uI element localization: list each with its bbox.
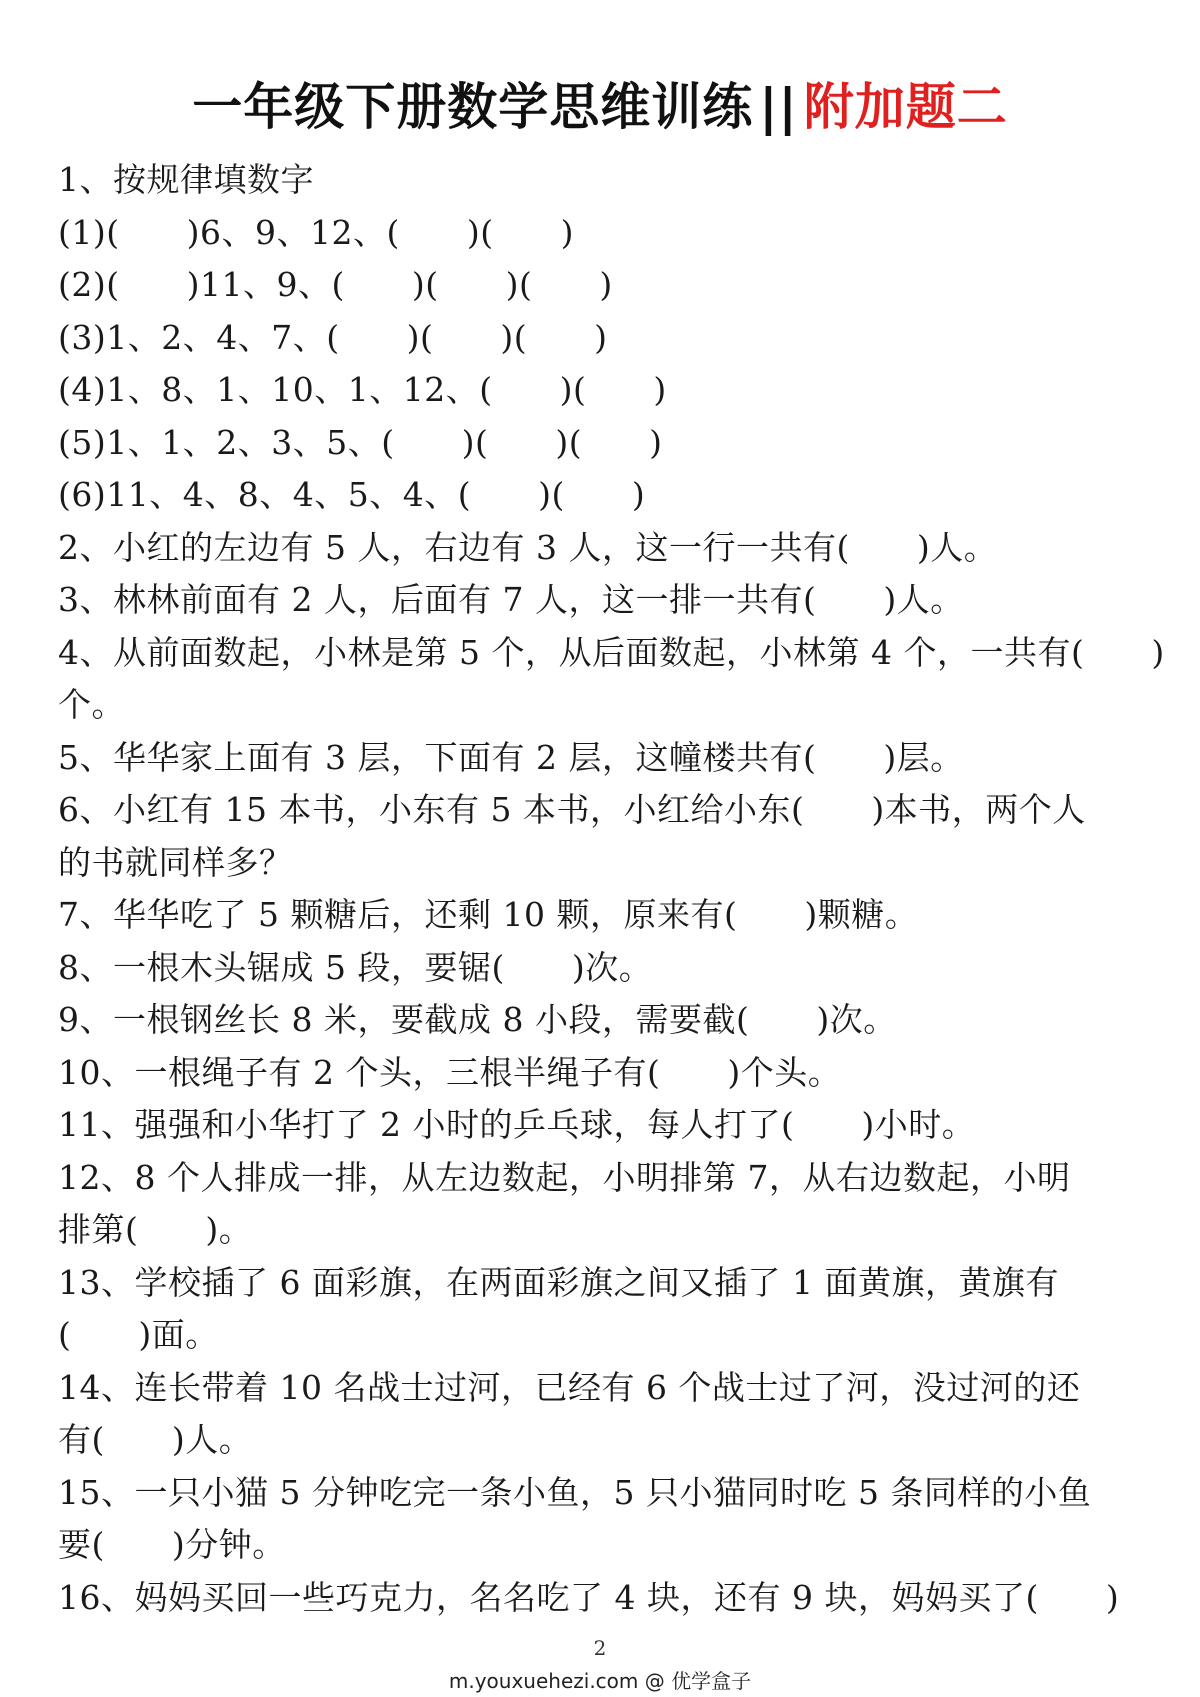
question-6-continued: 的书就同样多？ [58, 842, 293, 882]
question-11: 11、强强和小华打了 2 小时的乒乓球，每人打了( )小时。 [58, 1105, 976, 1144]
question-8: 8、一根木头锯成 5 段，要锯( )次。 [58, 947, 653, 987]
question-2: 2、小红的左边有 5 人，右边有 3 人，这一行一共有( )人。 [58, 527, 998, 567]
page-title [0, 72, 1200, 142]
question-7: 7、华华吃了 5 颗糖后，还剩 10 颗，原来有( )颗糖。 [58, 895, 919, 934]
question-13-continued: ( )面。 [58, 1315, 219, 1354]
question-9: 9、一根钢丝长 8 米，要截成 8 小段，需要截( )次。 [58, 1000, 897, 1039]
page-number: 2 [593, 1636, 607, 1660]
question-15: 15、一只小猫 5 分钟吃完一条小鱼，5 只小猫同时吃 5 条同样的小鱼 [58, 1472, 1092, 1512]
watermark: m.youxuehezi.com @ 优学盒子 [448, 1669, 752, 1693]
pattern-item-2: (2)( )11、9、( )( )( ) [58, 265, 613, 304]
question-13: 13、学校插了 6 面彩旗，在两面彩旗之间又插了 1 面黄旗，黄旗有 [58, 1262, 1059, 1302]
question-3: 3、林林前面有 2 人，后面有 7 人，这一排一共有( )人。 [58, 580, 964, 619]
question-12-continued: 排第( )。 [58, 1210, 253, 1249]
question-4-continued: 个。 [58, 685, 125, 724]
question-4: 4、从前面数起，小林是第 5 个，从后面数起，小林第 4 个，一共有( ) [58, 632, 1165, 672]
pattern-item-6: (6)11、4、8、4、5、4、( )( ) [58, 475, 646, 514]
question-12: 12、8 个人排成一排，从左边数起，小明排第 7，从右边数起，小明 [58, 1157, 1071, 1197]
question-10: 10、一根绳子有 2 个头，三根半绳子有( )个头。 [58, 1052, 842, 1092]
pattern-item-1: (1)( )6、9、12、( )( ) [58, 212, 574, 252]
title-separator: || [759, 78, 798, 136]
question-6: 6、小红有 15 本书，小东有 5 本书，小红给小东( )本书，两个人 [58, 790, 1086, 829]
pattern-item-5: (5)1、1、2、3、5、( )( )( ) [58, 422, 663, 462]
title-accent: 附加题二 [803, 78, 1008, 136]
question-5: 5、华华家上面有 3 层，下面有 2 层，这幢楼共有( )层。 [58, 737, 964, 777]
question-16: 16、妈妈买回一些巧克力，名名吃了 4 块，还有 9 块，妈妈买了( ) [58, 1577, 1120, 1617]
title-main: 一年级下册数学思维训练 [192, 78, 754, 136]
question-14-continued: 有( )人。 [58, 1420, 253, 1459]
question-list [58, 154, 1165, 1624]
pattern-item-3: (3)1、2、4、7、( )( )( ) [58, 317, 608, 357]
question-14: 14、连长带着 10 名战士过河，已经有 6 个战士过了河，没过河的还 [58, 1367, 1081, 1407]
section-heading: 1、按规律填数字 [58, 160, 314, 199]
question-15-continued: 要( )分钟。 [58, 1525, 286, 1564]
pattern-item-4: (4)1、8、1、10、1、12、( )( ) [58, 370, 667, 409]
